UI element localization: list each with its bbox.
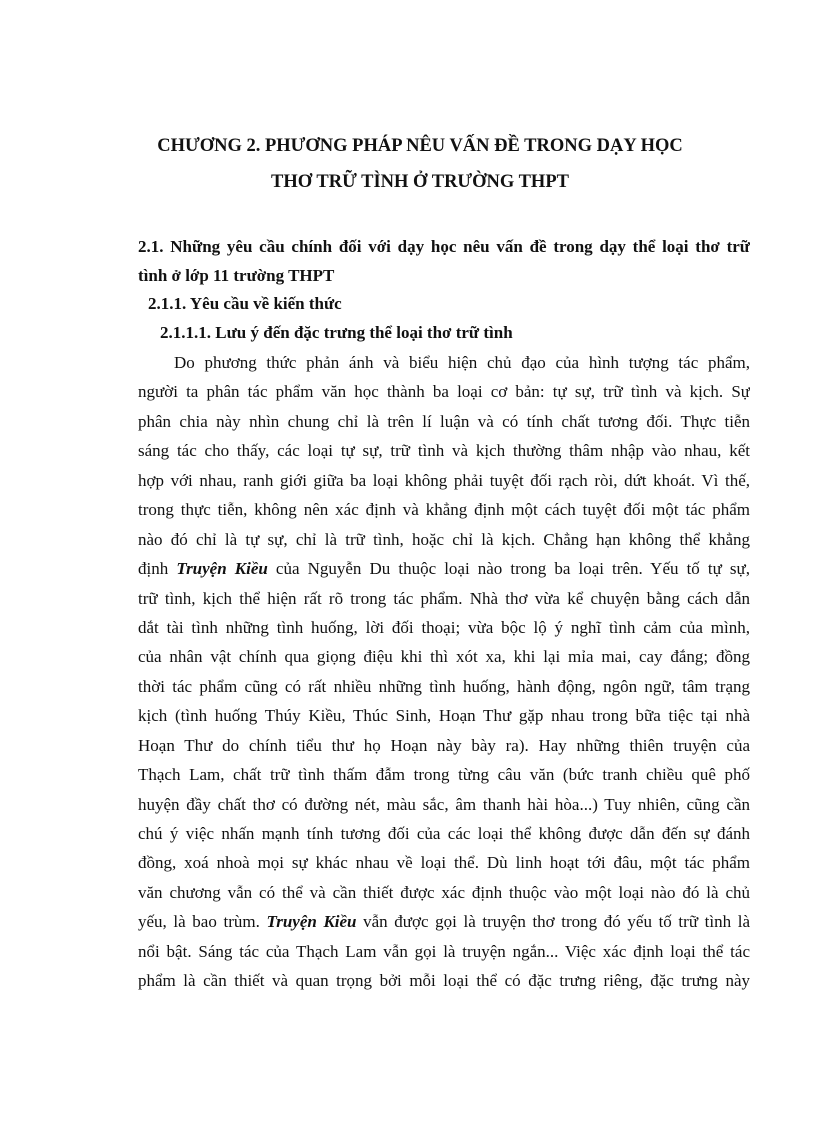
paragraph-text: định [138,559,177,579]
paragraph-line: phân chia này nhìn chung chỉ là trên lí luận và có tính chất tương đối. Thực tiễn [138,411,750,431]
paragraph-line: trữ tình, kịch thể hiện rất rõ trong tác phẩm. Nhà thơ vừa kể chuyện bằng cách dẫn [138,588,750,608]
paragraph-text: yếu, là bao trùm. [138,912,267,932]
paragraph-line: hợp với nhau, ranh giới giữa ba loại không phải tuyệt đối rạch ròi, dứt khoát. Vì thế, [138,470,750,490]
paragraph-line: trong thực tiễn, không nên xác định và khẳng định một cách tuyệt đối một tác phẩm [138,500,750,520]
chapter-title-line-1: CHƯƠNG 2. PHƯƠNG PHÁP NÊU VẤN ĐỀ TRONG DẠY HỌC [157,136,683,156]
paragraph-line [138,907,750,936]
section-heading-2-1 [138,232,750,291]
paragraph-line: dắt tài tình những tình huống, lời đối thoại; vừa bộc lộ ý nghĩ tình cảm của mình, [138,617,750,637]
paragraph-line: người ta phân tác phẩm văn học thành ba loại cơ bản: tự sự, trữ tình và kịch. Sự [138,382,750,402]
work-title-emphasis: Truyện Kiều [266,912,357,932]
body-paragraph [138,348,750,996]
work-title-emphasis: Truyện Kiều [176,559,268,579]
section-heading-2-1-line-2: tình ở lớp 11 trường THPT [138,266,335,286]
paragraph-line: huyện đầy chất thơ có đường nét, màu sắc, âm thanh hài hòa...) Tuy nhiên, cũng cần [138,794,750,814]
section-heading-2-1-line-1: 2.1. Những yêu cầu chính đối với dạy học nêu vấn đề trong dạy thể loại thơ trữ [138,237,750,256]
chapter-title-line-2: THƠ TRỮ TÌNH Ở TRƯỜNG THPT [271,172,569,192]
paragraph-line: sáng tác cho thấy, các loại tự sự, trữ tình và kịch thường thâm nhập vào nhau, kết [138,441,750,461]
paragraph-line: của nhân vật chính qua giọng điệu khi thì xót xa, khi lại mỉa mai, cay đắng; đồng [138,647,750,667]
paragraph-line: văn chương vẫn có thể và cần thiết được xác định thuộc vào một loại nào đó là chủ [138,882,750,902]
paragraph-line: phẩm là cần thiết và quan trọng bởi mỗi loại thể có đặc trưng riêng, đặc trưng này [138,971,750,991]
section-heading-2-1-1-1: 2.1.1.1. Lưu ý đến đặc trưng thể loại thơ trữ tình [160,323,513,342]
paragraph-text: vẫn được gọi là truyện thơ trong đó yếu tố trữ tình là [356,912,750,932]
paragraph-line: đồng, xoá nhoà mọi sự khác nhau về loại thể. Dù linh hoạt tới đâu, một tác phẩm [138,853,750,873]
paragraph-line: nào đó chỉ là tự sự, chỉ là trữ tình, hoặc chỉ là kịch. Chẳng hạn không thể khẳng [138,529,750,549]
paragraph-line: nổi bật. Sáng tác của Thạch Lam vẫn gọi là truyện ngắn... Việc xác định loại thể tác [138,941,750,961]
chapter-title [100,128,740,200]
paragraph-line: thời tác phẩm cũng có rất nhiều những tình huống, hành động, ngôn ngữ, tâm trạng [138,676,750,696]
paragraph-line: Thạch Lam, chất trữ tình thấm đẫm trong từng câu văn (bức tranh chiều quê phố [138,765,750,785]
section-heading-2-1-1: 2.1.1. Yêu cầu về kiến thức [148,294,342,313]
paragraph-line: Hoạn Thư do chính tiểu thư họ Hoạn này bày ra). Hay những thiên truyện của [138,735,750,755]
paragraph-line: Do phương thức phản ánh và biểu hiện chủ đạo của hình tượng tác phẩm, [174,353,750,372]
paragraph-line: kịch (tình huống Thúy Kiều, Thúc Sinh, Hoạn Thư gặp nhau trong bữa tiệc tại nhà [138,706,750,726]
paragraph-line: chú ý việc nhấn mạnh tính tương đối của các loại thể không được dẫn đến sự đánh [138,824,750,843]
paragraph-text: của Nguyễn Du thuộc loại nào trong ba loại trên. Yếu tố tự sự, [267,559,750,579]
paragraph-line [138,554,750,583]
